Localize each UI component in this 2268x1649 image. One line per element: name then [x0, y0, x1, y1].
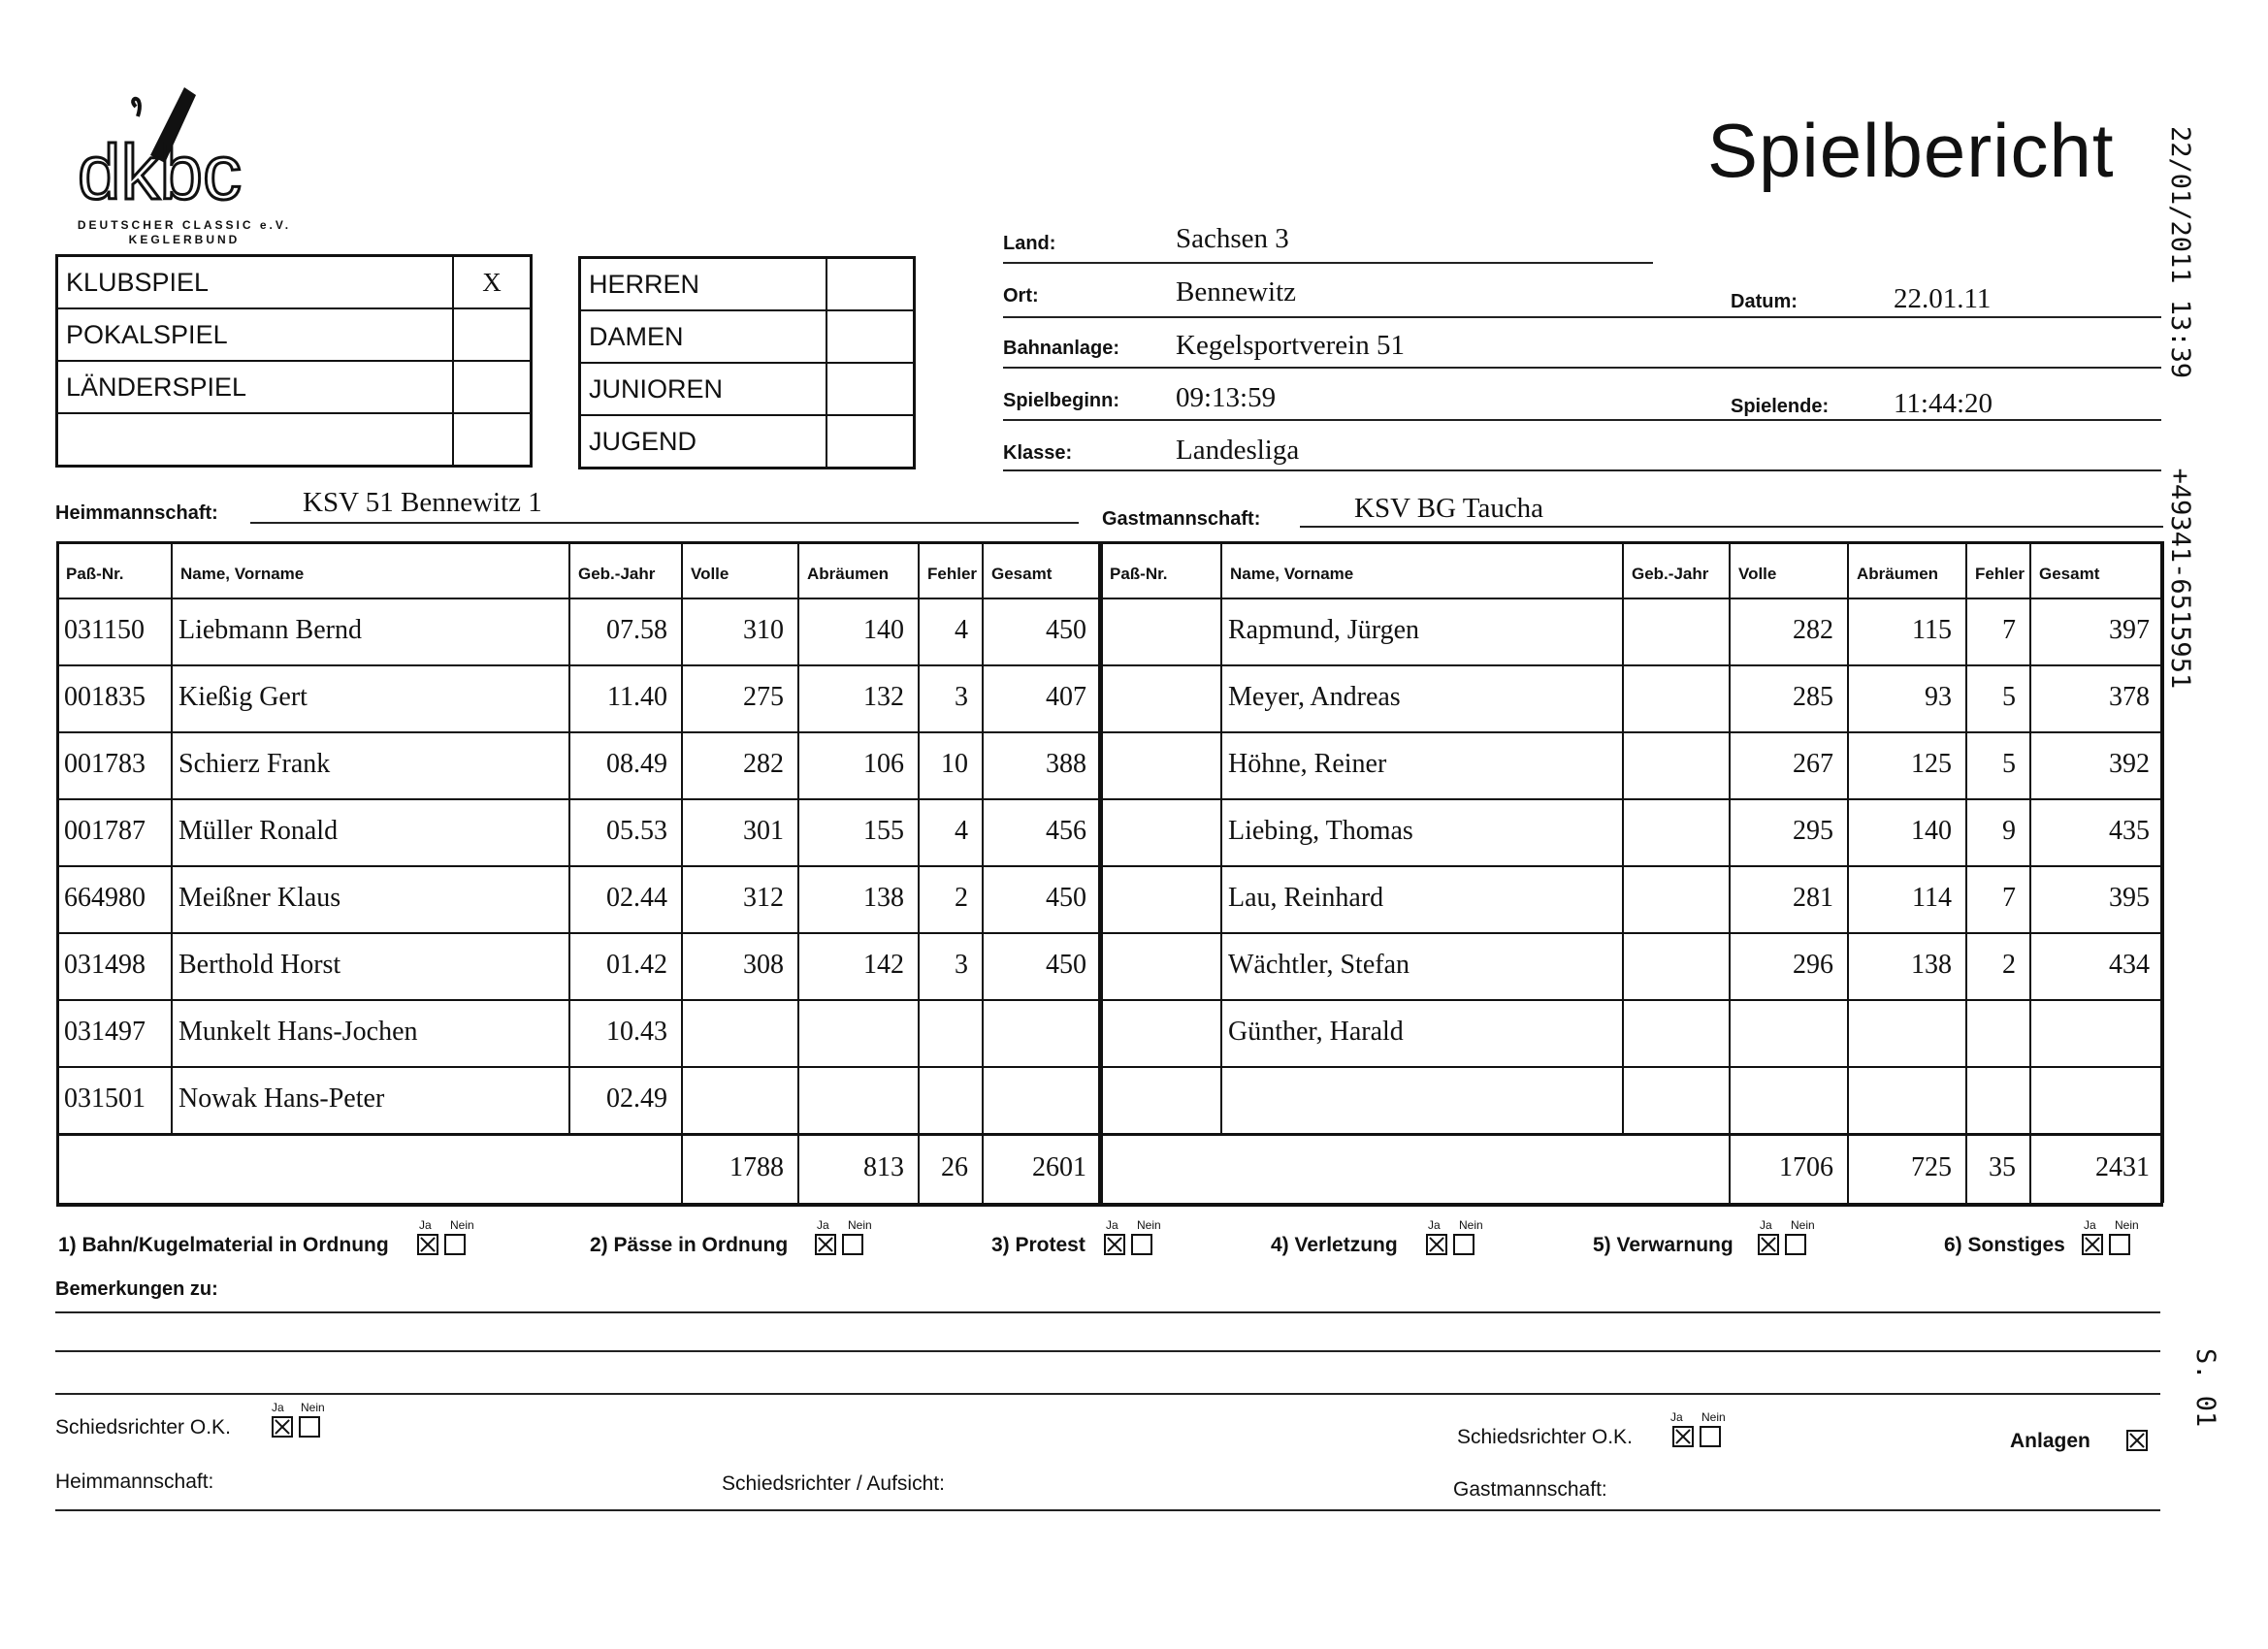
table-bottom-border: [56, 1203, 2163, 1207]
game-type-label: LÄNDERSPIEL: [57, 361, 454, 413]
home-cell-geb[interactable]: 10.43: [606, 1017, 667, 1047]
ort-value[interactable]: Bennewitz: [1176, 276, 1297, 307]
guest-header-fehler: Fehler: [1975, 565, 2025, 583]
home-cell-name[interactable]: Müller Ronald: [178, 816, 339, 846]
guest-total-abr[interactable]: 725: [1911, 1152, 1952, 1182]
home-header-gesamt: Gesamt: [991, 565, 1053, 583]
ref-ok-home-nein-checkbox[interactable]: [299, 1416, 320, 1438]
check-label-4: 4) Verletzung: [1271, 1234, 1398, 1256]
home-cell-pass[interactable]: 001787: [64, 816, 146, 846]
ref-ok-guest-label: Schiedsrichter O.K.: [1457, 1426, 1633, 1448]
home-team-name[interactable]: KSV 51 Bennewitz 1: [303, 487, 542, 518]
fax-number: +49341-6515951: [2165, 468, 2195, 690]
fax-page: S. 01: [2190, 1348, 2220, 1428]
page-title: Spielbericht: [1707, 108, 2115, 193]
home-cell-abr[interactable]: 140: [863, 615, 904, 645]
home-cell-geb[interactable]: 11.40: [607, 682, 667, 712]
home-cell-name[interactable]: Meißner Klaus: [178, 883, 341, 913]
nein-label: Nein: [1137, 1218, 1161, 1232]
guest-header-geb: Geb.-Jahr: [1632, 565, 1709, 583]
guest-cell-name[interactable]: Wächtler, Stefan: [1228, 950, 1410, 980]
nein-label: Nein: [450, 1218, 474, 1232]
home-cell-abr[interactable]: 132: [863, 682, 904, 712]
home-header-volle: Volle: [691, 565, 729, 583]
guest-cell-fehler[interactable]: 5: [2002, 682, 2016, 712]
check-nein-checkbox[interactable]: [1453, 1234, 1474, 1255]
home-total-abr[interactable]: 813: [863, 1152, 904, 1182]
home-cell-volle[interactable]: 275: [743, 682, 784, 712]
home-cell-fehler[interactable]: 3: [955, 682, 968, 712]
check-ja-checkbox[interactable]: [1426, 1234, 1447, 1255]
check-label-1: 1) Bahn/Kugelmaterial in Ordnung: [58, 1234, 389, 1256]
home-cell-name[interactable]: Nowak Hans-Peter: [178, 1083, 385, 1114]
nein-label: Nein: [2115, 1218, 2139, 1232]
guest-cell-abr[interactable]: 114: [1912, 883, 1952, 913]
game-type-mark[interactable]: X: [453, 256, 532, 309]
check-nein-checkbox[interactable]: [2109, 1234, 2130, 1255]
home-total-volle[interactable]: 1788: [729, 1152, 784, 1182]
home-cell-name[interactable]: Kießig Gert: [178, 682, 308, 712]
home-total-gesamt[interactable]: 2601: [1032, 1152, 1086, 1182]
category-jugend: JUGEND: [580, 415, 827, 469]
home-cell-name[interactable]: Liebmann Bernd: [178, 615, 362, 645]
home-team-label: Heimmannschaft:: [55, 502, 218, 524]
sign-guest-label: Gastmannschaft:: [1453, 1478, 1607, 1501]
col-divider: [171, 541, 173, 1133]
anlagen-label: Anlagen: [2010, 1430, 2090, 1452]
table-right-border: [2160, 541, 2164, 1203]
guest-header-abr: Abräumen: [1857, 565, 1939, 583]
ja-label: Ja: [1760, 1218, 1772, 1232]
nein-label: Nein: [848, 1218, 872, 1232]
guest-cell-gesamt[interactable]: 392: [2109, 749, 2150, 779]
category-damen: DAMEN: [580, 310, 827, 363]
home-cell-volle[interactable]: 301: [743, 816, 784, 846]
home-total-fehler[interactable]: 26: [941, 1152, 968, 1182]
check-label-2: 2) Pässe in Ordnung: [590, 1234, 789, 1256]
check-nein-checkbox[interactable]: [1131, 1234, 1152, 1255]
home-cell-pass[interactable]: 001835: [64, 682, 146, 712]
home-cell-pass[interactable]: 031497: [64, 1017, 146, 1047]
home-cell-name[interactable]: Schierz Frank: [178, 749, 331, 779]
guest-cell-volle[interactable]: 296: [1793, 950, 1833, 980]
home-header-abr: Abräumen: [807, 565, 890, 583]
home-cell-fehler[interactable]: 2: [955, 883, 968, 913]
home-cell-abr[interactable]: 142: [863, 950, 904, 980]
guest-cell-fehler[interactable]: 7: [2002, 615, 2016, 645]
nein-label: Nein: [1459, 1218, 1483, 1232]
home-cell-abr[interactable]: 138: [863, 883, 904, 913]
ja-label: Ja: [1670, 1410, 1683, 1424]
team-divider: [1098, 541, 1103, 1203]
guest-cell-fehler[interactable]: 9: [2002, 816, 2016, 846]
guest-team-label: Gastmannschaft:: [1102, 508, 1261, 530]
ort-label: Ort:: [1003, 285, 1039, 307]
spielbeginn-value[interactable]: 09:13:59: [1176, 382, 1277, 413]
guest-cell-volle[interactable]: 281: [1793, 883, 1833, 913]
ja-label: Ja: [2084, 1218, 2096, 1232]
ja-label: Ja: [1428, 1218, 1441, 1232]
home-cell-name[interactable]: Berthold Horst: [178, 950, 341, 980]
check-nein-checkbox[interactable]: [1785, 1234, 1806, 1255]
home-cell-volle[interactable]: 312: [743, 883, 784, 913]
category-junioren: JUNIOREN: [580, 363, 827, 415]
datum-value[interactable]: 22.01.11: [1894, 283, 1992, 314]
home-cell-fehler[interactable]: 3: [955, 950, 968, 980]
logo-line2: KEGLERBUND: [128, 233, 241, 246]
home-cell-gesamt[interactable]: 388: [1046, 749, 1086, 779]
guest-cell-volle[interactable]: 267: [1793, 749, 1833, 779]
guest-cell-abr[interactable]: 140: [1911, 816, 1952, 846]
home-header-name: Name, Vorname: [180, 565, 305, 583]
nein-label: Nein: [301, 1401, 325, 1414]
guest-cell-volle[interactable]: 282: [1793, 615, 1833, 645]
home-cell-pass[interactable]: 664980: [64, 883, 146, 913]
ref-ok-home-ja-checkbox[interactable]: [272, 1416, 293, 1438]
guest-cell-gesamt[interactable]: 434: [2109, 950, 2150, 980]
home-cell-geb[interactable]: 02.44: [606, 883, 667, 913]
game-type-label: POKALSPIEL: [57, 308, 454, 361]
home-cell-geb[interactable]: 08.49: [606, 749, 667, 779]
guest-cell-volle[interactable]: 295: [1793, 816, 1833, 846]
guest-header-pass: Paß-Nr.: [1110, 565, 1168, 583]
home-cell-name[interactable]: Munkelt Hans-Jochen: [178, 1017, 418, 1047]
ref-ok-guest-ja-checkbox[interactable]: [1672, 1426, 1694, 1447]
guest-total-gesamt[interactable]: 2431: [2095, 1152, 2150, 1182]
col-divider: [1622, 541, 1624, 1133]
home-cell-gesamt[interactable]: 450: [1046, 950, 1086, 980]
home-cell-fehler[interactable]: 4: [955, 615, 968, 645]
game-type-label: KLUBSPIEL: [57, 256, 454, 309]
guest-cell-gesamt[interactable]: 435: [2109, 816, 2150, 846]
home-cell-volle[interactable]: 308: [743, 950, 784, 980]
fax-datetime: 22/01/2011 13:39: [2165, 126, 2195, 379]
klasse-label: Klasse:: [1003, 442, 1073, 464]
guest-cell-name[interactable]: Rapmund, Jürgen: [1228, 615, 1420, 645]
check-ja-checkbox[interactable]: [2082, 1234, 2103, 1255]
nein-label: Nein: [1701, 1410, 1726, 1424]
check-ja-checkbox[interactable]: [815, 1234, 836, 1255]
check-label-6: 6) Sonstiges: [1944, 1234, 2065, 1256]
col-divider: [1220, 541, 1222, 1133]
check-nein-checkbox[interactable]: [444, 1234, 466, 1255]
bahnanlage-value[interactable]: Kegelsportverein 51: [1176, 330, 1405, 361]
land-value[interactable]: Sachsen 3: [1176, 223, 1289, 254]
sign-ref-label: Schiedsrichter / Aufsicht:: [722, 1472, 945, 1495]
nein-label: Nein: [1791, 1218, 1815, 1232]
check-label-3: 3) Protest: [991, 1234, 1085, 1256]
home-cell-gesamt[interactable]: 450: [1046, 615, 1086, 645]
guest-total-volle[interactable]: 1706: [1779, 1152, 1833, 1182]
home-cell-geb[interactable]: 01.42: [606, 950, 667, 980]
guest-cell-name[interactable]: Lau, Reinhard: [1228, 883, 1384, 913]
ref-ok-home-label: Schiedsrichter O.K.: [55, 1416, 231, 1439]
home-cell-gesamt[interactable]: 407: [1046, 682, 1086, 712]
home-cell-gesamt[interactable]: 456: [1046, 816, 1086, 846]
guest-cell-name[interactable]: Günther, Harald: [1228, 1017, 1404, 1047]
bahnanlage-label: Bahnanlage:: [1003, 338, 1120, 359]
guest-cell-fehler[interactable]: 2: [2002, 950, 2016, 980]
home-cell-pass[interactable]: 001783: [64, 749, 146, 779]
home-cell-volle[interactable]: 310: [743, 615, 784, 645]
logo-letters: dkbc: [78, 129, 242, 213]
guest-cell-abr[interactable]: 115: [1912, 615, 1952, 645]
guest-cell-name[interactable]: Liebing, Thomas: [1228, 816, 1413, 846]
check-ja-checkbox[interactable]: [1758, 1234, 1779, 1255]
home-cell-pass[interactable]: 031498: [64, 950, 146, 980]
home-cell-geb[interactable]: 02.49: [606, 1083, 667, 1114]
home-header-fehler: Fehler: [927, 565, 978, 583]
spielende-value[interactable]: 11:44:20: [1894, 388, 1993, 419]
home-cell-abr[interactable]: 155: [863, 816, 904, 846]
guest-cell-abr[interactable]: 93: [1925, 682, 1952, 712]
guest-cell-abr[interactable]: 138: [1911, 950, 1952, 980]
check-ja-checkbox[interactable]: [417, 1234, 438, 1255]
guest-cell-abr[interactable]: 125: [1911, 749, 1952, 779]
ref-ok-guest-nein-checkbox[interactable]: [1700, 1426, 1721, 1447]
klasse-value[interactable]: Landesliga: [1176, 435, 1300, 466]
bemerkungen-label: Bemerkungen zu:: [55, 1278, 218, 1300]
land-label: Land:: [1003, 233, 1056, 254]
ja-label: Ja: [1106, 1218, 1118, 1232]
guest-cell-name[interactable]: Höhne, Reiner: [1228, 749, 1387, 779]
guest-cell-fehler[interactable]: 5: [2002, 749, 2016, 779]
home-cell-geb[interactable]: 07.58: [606, 615, 667, 645]
home-cell-volle[interactable]: 282: [743, 749, 784, 779]
home-cell-geb[interactable]: 05.53: [606, 816, 667, 846]
guest-cell-volle[interactable]: 285: [1793, 682, 1833, 712]
home-cell-pass[interactable]: 031501: [64, 1083, 146, 1114]
home-cell-fehler[interactable]: 10: [941, 749, 968, 779]
home-header-pass: Paß-Nr.: [66, 565, 124, 583]
ja-label: Ja: [272, 1401, 284, 1414]
guest-total-fehler[interactable]: 35: [1989, 1152, 2016, 1182]
guest-cell-fehler[interactable]: 7: [2002, 883, 2016, 913]
guest-cell-gesamt[interactable]: 395: [2109, 883, 2150, 913]
guest-cell-gesamt[interactable]: 378: [2109, 682, 2150, 712]
home-cell-pass[interactable]: 031150: [64, 615, 145, 645]
check-ja-checkbox[interactable]: [1104, 1234, 1125, 1255]
check-nein-checkbox[interactable]: [842, 1234, 863, 1255]
anlagen-checkbox[interactable]: [2126, 1430, 2148, 1451]
guest-header-gesamt: Gesamt: [2039, 565, 2100, 583]
guest-header-name: Name, Vorname: [1230, 565, 1354, 583]
guest-header-volle: Volle: [1738, 565, 1777, 583]
datum-label: Datum:: [1731, 291, 1798, 312]
ja-label: Ja: [419, 1218, 432, 1232]
guest-cell-name[interactable]: Meyer, Andreas: [1228, 682, 1401, 712]
guest-team-name[interactable]: KSV BG Taucha: [1354, 493, 1544, 524]
guest-cell-gesamt[interactable]: 397: [2109, 615, 2150, 645]
home-cell-abr[interactable]: 106: [863, 749, 904, 779]
spielende-label: Spielende:: [1731, 396, 1830, 417]
table-left-border: [56, 541, 59, 1203]
check-label-5: 5) Verwarnung: [1593, 1234, 1733, 1256]
category-herren: HERREN: [580, 258, 827, 311]
logo-line1: DEUTSCHER CLASSIC e.V.: [77, 218, 292, 232]
ja-label: Ja: [817, 1218, 829, 1232]
sign-home-label: Heimmannschaft:: [55, 1471, 214, 1493]
home-header-geb: Geb.-Jahr: [578, 565, 656, 583]
home-cell-gesamt[interactable]: 450: [1046, 883, 1086, 913]
home-cell-fehler[interactable]: 4: [955, 816, 968, 846]
spielbeginn-label: Spielbeginn:: [1003, 390, 1119, 411]
